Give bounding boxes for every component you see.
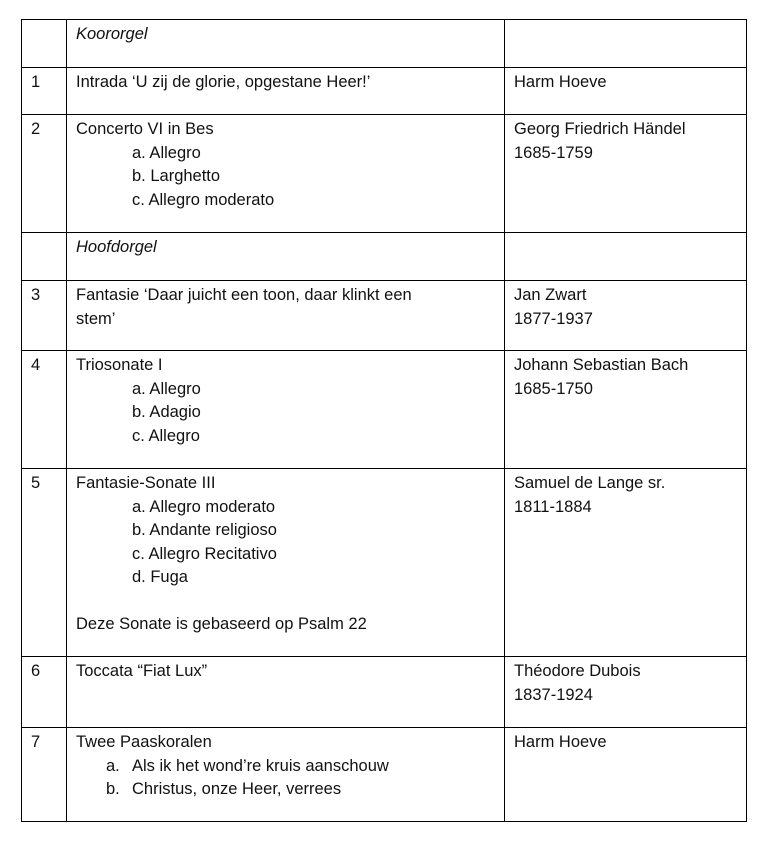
composer-cell <box>505 68 747 115</box>
composer-name: Théodore Dubois <box>514 662 641 680</box>
section-heading: Hoofdorgel <box>76 238 157 256</box>
movement: a. Allegro <box>132 379 201 398</box>
movement: c. Allegro Recitativo <box>132 544 277 563</box>
piece-title: Fantasie ‘Daar juicht een toon, daar klinkt een <box>76 286 412 304</box>
piece-title-continued: stem’ <box>76 309 116 328</box>
composer-cell <box>505 351 747 469</box>
composer-cell <box>505 20 747 68</box>
composer-cell <box>505 281 747 351</box>
movement: d. Fuga <box>132 568 188 586</box>
section-heading: Koororgel <box>76 25 148 43</box>
piece-title: Intrada ‘U zij de glorie, opgestane Heer!’ <box>76 73 371 91</box>
movement-label: a. <box>106 756 120 775</box>
table-row <box>22 469 747 657</box>
piece-title: Fantasie-Sonate III <box>76 474 216 492</box>
table-row <box>22 728 747 822</box>
movement: b. Larghetto <box>132 167 221 185</box>
table-row <box>22 657 747 728</box>
movement <box>76 755 496 779</box>
number-cell <box>22 233 67 281</box>
movement: c. Allegro <box>132 426 200 445</box>
item-number: 1 <box>22 68 67 115</box>
piece-title: Twee Paaskoralen <box>76 733 212 751</box>
section-heading-cell <box>67 233 505 281</box>
movement-text: Christus, onze Heer, verrees <box>132 780 342 798</box>
movement-label: b. <box>106 780 120 798</box>
piece-title: Triosonate I <box>76 356 163 374</box>
item-number: 6 <box>22 657 67 728</box>
table-row <box>22 281 747 351</box>
item-number: 7 <box>22 728 67 822</box>
table-row <box>22 351 747 469</box>
composer-years: 1811-1884 <box>514 497 592 516</box>
section-row-koororgel <box>22 20 747 68</box>
piece-cell <box>67 657 505 728</box>
movement: b. Andante religioso <box>132 521 277 539</box>
piece-cell <box>67 728 505 822</box>
piece-cell <box>67 351 505 469</box>
item-number: 2 <box>22 115 67 233</box>
item-number: 4 <box>22 351 67 469</box>
number-cell <box>22 20 67 68</box>
composer-name: Johann Sebastian Bach <box>514 356 689 374</box>
piece-title: Toccata “Fiat Lux” <box>76 662 208 680</box>
composer-name: Harm Hoeve <box>514 73 607 91</box>
table-row <box>22 115 747 233</box>
movement <box>76 778 496 802</box>
composer-years: 1877-1937 <box>514 309 593 328</box>
composer-cell <box>505 657 747 728</box>
piece-cell <box>67 469 505 657</box>
program-table <box>21 19 747 822</box>
table-row <box>22 68 747 115</box>
piece-note: Deze Sonate is gebaseerd op Psalm 22 <box>76 615 367 633</box>
composer-cell <box>505 469 747 657</box>
movement: b. Adagio <box>132 403 201 421</box>
composer-years: 1685-1759 <box>514 143 593 162</box>
piece-title: Concerto VI in Bes <box>76 120 214 138</box>
composer-name: Harm Hoeve <box>514 733 607 751</box>
piece-cell <box>67 115 505 233</box>
movement: a. Allegro <box>132 143 201 162</box>
movement: a. Allegro moderato <box>132 497 276 516</box>
composer-cell <box>505 728 747 822</box>
composer-name: Jan Zwart <box>514 286 587 304</box>
item-number: 3 <box>22 281 67 351</box>
piece-cell <box>67 68 505 115</box>
section-heading-cell <box>67 20 505 68</box>
movement: c. Allegro moderato <box>132 190 275 209</box>
section-row-hoofdorgel <box>22 233 747 281</box>
composer-years: 1685-1750 <box>514 379 593 398</box>
item-number: 5 <box>22 469 67 657</box>
composer-cell <box>505 115 747 233</box>
composer-name: Georg Friedrich Händel <box>514 120 686 138</box>
piece-cell <box>67 281 505 351</box>
movement-text: Als ik het wond’re kruis aanschouw <box>132 756 389 775</box>
composer-years: 1837-1924 <box>514 685 593 704</box>
composer-cell <box>505 233 747 281</box>
composer-name: Samuel de Lange sr. <box>514 474 666 492</box>
